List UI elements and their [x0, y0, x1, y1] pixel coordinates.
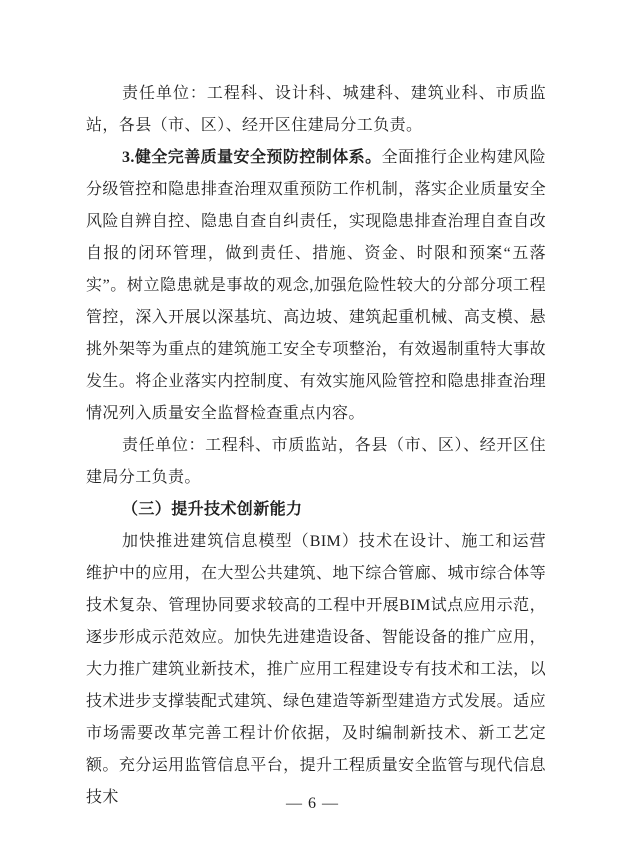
page-footer	[0, 790, 625, 818]
section-heading-technology-innovation: （三）提升技术创新能力	[122, 501, 303, 518]
paragraph-responsibility-units-1: 责任单位：工程科、设计科、城建科、建筑业科、市质监站，各县（市、区）、经开区住建局分工负责。	[86, 85, 546, 134]
paragraph-item3-body-text: 全面推行企业构建风险分级管控和隐患排查治理双重预防工作机制，落实企业质量安全风险自辨自控、隐患自查自纠责任，实现隐患排查治理自查自改自报的闭环管理，做到责任、措施、资金、时限和预案“五落实”。树立隐患就是事故的观念,加强危险性较大的分部分项工程管控，深入开展以深基坑、高边坡、建筑起重机械、高支模、悬挑外架等为重点的建筑施工安全专项整治，有效遏制重特大事故发生。将企业落实内控制度、有效实施风险管控和隐患排查治理情况列入质量安全监督检查重点内容。	[86, 149, 546, 422]
paragraph-technology-innovation-body: 加快推进建筑信息模型（BIM）技术在设计、施工和运营维护中的应用，在大型公共建筑、地下综合管廊、城市综合体等技术复杂、管理协同要求较高的工程中开展BIM试点应用示范，逐步形成示范效应。加快先进建造设备、智能设备的推广应用，大力推广建筑业新技术，推广应用工程建设专有技术和工法，以技术进步支撑装配式建筑、绿色建造等新型建造方式发展。适应市场需要改革完善工程计价依据，及时编制新技术、新工艺定额。充分运用监管信息平台，提升工程质量安全监管与现代信息技术	[86, 533, 546, 806]
page-number: — 6 —	[286, 795, 339, 812]
paragraph-responsibility-units-2: 责任单位：工程科、市质监站，各县（市、区）、经开区住建局分工负责。	[86, 437, 546, 486]
document-body	[86, 78, 546, 814]
paragraph-item3-bold-lead: 3.健全完善质量安全预防控制体系。	[122, 149, 382, 166]
paragraph-item3-quality-safety-prevention	[86, 142, 546, 430]
